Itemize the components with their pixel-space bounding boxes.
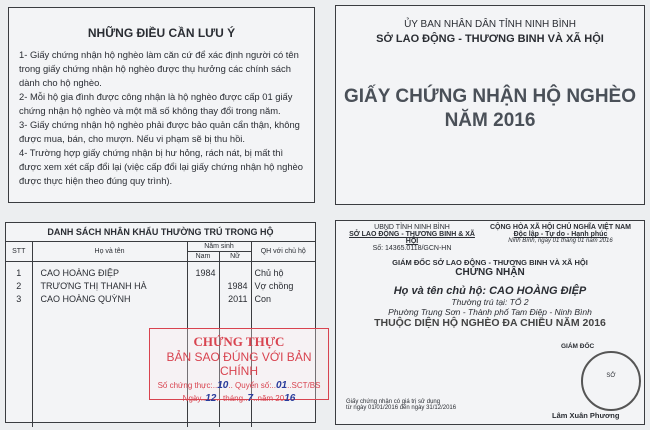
cert-motto: Độc lập - Tự do - Hạnh phúc — [513, 231, 608, 238]
note-item: 4- Trường hợp giấy chứng nhận bị hư hỏng, rách nát, bị mất thì được xem xét cấp đổi lại (việc cấp đổi lại giấy chứng nhận hộ nghèo được thực hiện theo đúng quy trình). — [19, 147, 303, 186]
members-title: DANH SÁCH NHÂN KHẨU THƯỜNG TRÚ TRONG HỘ — [6, 223, 315, 242]
note-item: 2- Mỗi hộ gia đình được công nhận là hộ nghèo được cấp 01 giấy chứng nhận hộ nghèo và một mã số không thay đổi trong năm. — [19, 91, 293, 116]
stamp-line1: CHỨNG THỰC — [193, 334, 285, 349]
note-item: 1- Giấy chứng nhận hộ nghèo làm căn cứ để xác định người có tên trong giấy chứng nhận hộ nghèo được thụ hưởng các chính sách dành cho hộ nghèo. — [19, 49, 299, 88]
cert-category: THUỘC DIỆN HỘ NGHÈO ĐA CHIỀU NĂM 2016 — [374, 317, 606, 329]
col-name: Họ và tên — [32, 242, 187, 262]
col-female: Nữ — [219, 252, 251, 262]
cert-holder: Họ và tên chủ hộ: CAO HOÀNG ĐIỆP — [393, 285, 587, 297]
notes-title: NHỮNG ĐIỀU CẦN LƯU Ý — [87, 26, 236, 40]
official-seal: SỞ — [581, 351, 641, 411]
notes-panel — [8, 7, 315, 203]
note-item: 3- Giấy chứng nhận hộ nghèo phải được bảo quản cẩn thận, không được mua, bán, cho mượn. Nếu vi phạm sẽ bị thu hồi. — [19, 119, 300, 144]
col-birth-year: Năm sinh — [187, 242, 251, 252]
cert-residence: Thường trú tại: TỔ 2 — [451, 297, 529, 307]
table-row: 2 TRƯƠNG THỊ THANH HÀ 1984 Vợ chồng — [6, 279, 315, 292]
stamp-cert-no: Số chứng thực:..10.. Quyển số:..01..SCT/BS — [157, 380, 321, 391]
certificate-panel — [335, 220, 645, 425]
signer-name: Lâm Xuân Phương — [552, 411, 620, 420]
department: SỞ LAO ĐỘNG - THƯƠNG BINH VÀ XÃ HỘI — [376, 33, 604, 45]
cert-dept: SỞ LAO ĐỘNG - THƯƠNG BINH & XÃ HỘI — [349, 231, 475, 245]
cert-address: Phường Trung Sơn - Thành phố Tam Điệp - Ninh Bình — [388, 307, 592, 317]
validity: Giấy chứng nhận có giá trị sử dụng từ ngày 01/01/2016 đến ngày 31/12/2016 — [346, 399, 457, 411]
stamp-line2: BẢN SAO ĐÚNG VỚI BẢN CHÍNH — [166, 350, 312, 378]
authority: ỦY BAN NHÂN DÂN TỈNH NINH BÌNH — [404, 19, 576, 30]
cert-date: Ninh Bình, ngày 01 tháng 01 năm 2016 — [508, 238, 613, 244]
cert-heading: CHỨNG NHẬN — [455, 267, 525, 278]
table-row: 3 CAO HOÀNG QUỲNH 2011 Con — [6, 292, 315, 305]
certification-stamp — [149, 328, 329, 404]
col-male: Nam — [187, 252, 219, 262]
signer-title: GIÁM ĐỐC — [561, 343, 595, 350]
cert-nation: CỘNG HÒA XÃ HỘI CHỦ NGHĨA VIỆT NAM — [489, 224, 632, 231]
stamp-date: Ngày..12.. tháng..7..năm 2016 — [182, 393, 296, 404]
cert-number: Số: 14365.0118/GCN-HN — [372, 245, 452, 252]
cover-panel — [335, 5, 645, 205]
cert-ubnd: UBND TỈNH NINH BÌNH — [374, 224, 450, 231]
table-row: 1 CAO HOÀNG ĐIỆP 1984 Chủ hộ — [6, 262, 315, 280]
col-stt: STT — [6, 242, 32, 262]
col-relation: QH với chủ hộ — [251, 242, 315, 262]
cover-title: GIẤY CHỨNG NHẬN HỘ NGHÈO NĂM 2016 — [344, 86, 636, 131]
director-line: GIÁM ĐỐC SỞ LAO ĐỘNG - THƯƠNG BINH VÀ XÃ HỘI — [392, 258, 588, 267]
